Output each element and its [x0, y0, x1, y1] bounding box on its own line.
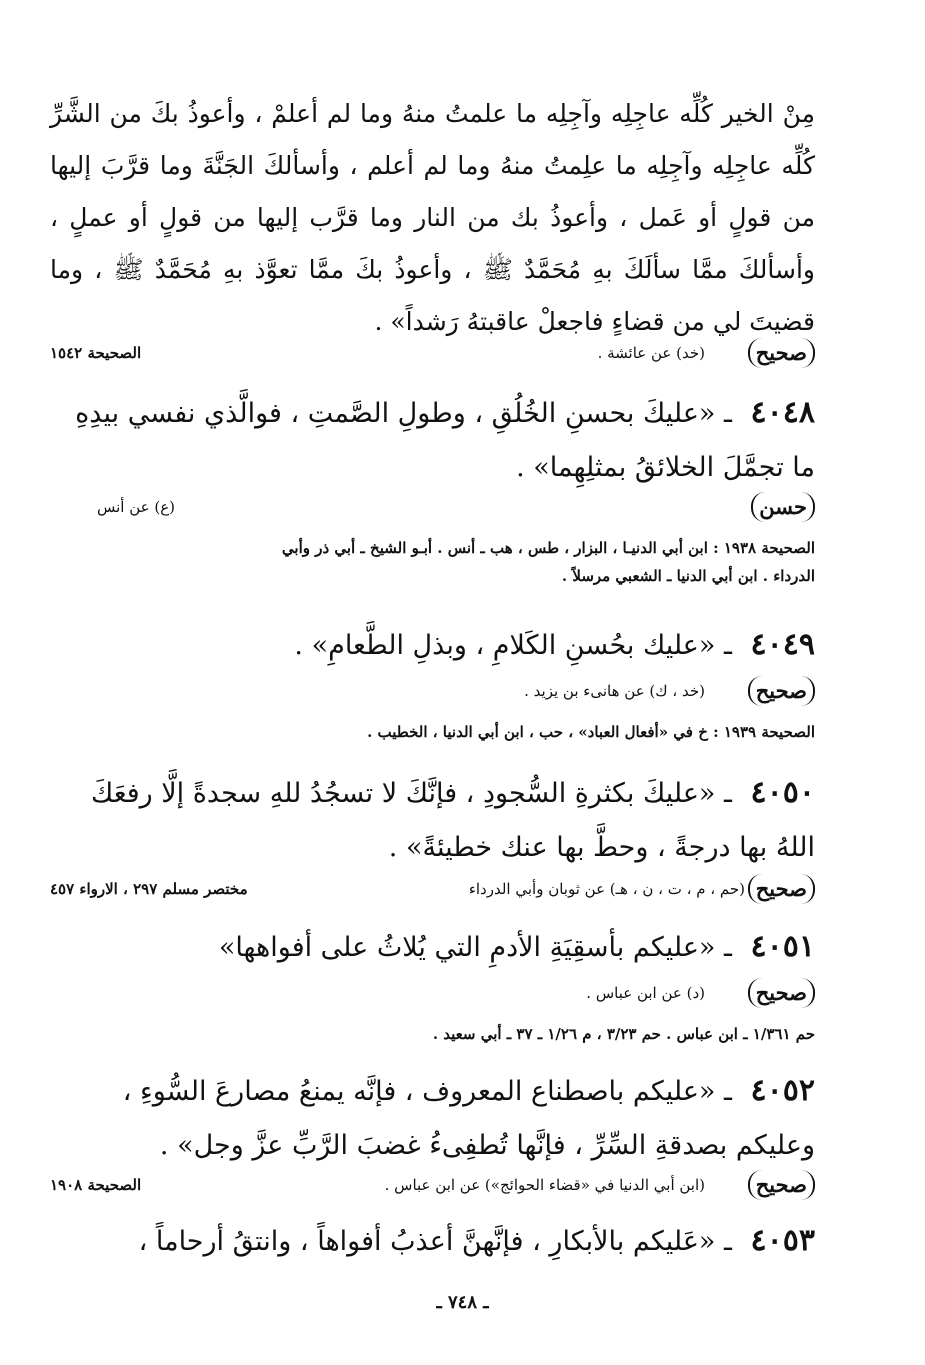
- reference-line: الدرداء . ابن أبي الدنيا ـ الشعبي مرسلاً .: [561, 567, 815, 585]
- grade-badge: صحيح: [748, 874, 815, 904]
- hadith-number: ٤٠٥٠: [750, 775, 815, 810]
- intro-paragraph: مِنْ الخير كُلِّه عاجِلِه وآجِلِه ما علمتُ منهُ وما لم أعلمْ ، وأعوذُ بكَ من الشَّرِّ كُلِّه عاجِلِه وآجِلِه ما علِمتُ منهُ وما لم أعلم ، وأسألكَ الجَنَّةَ وما قرَّبَ إليها من قولٍ أو عَمل ، وأعوذُ بك من النار وما قرَّب إليها من قولٍ أو عملٍ ، وأسألكَ ممَّا سألَكَ بهِ مُحَمَّدٌ ﷺ ، وأعوذُ بكَ ممَّا تعوَّذ بهِ مُحَمَّدٌ ﷺ ، وما قضيتَ لي من قضاءٍ فاجعلْ عاقبتهُ رَشداً» .: [50, 99, 815, 336]
- hadith-4052-meta: [50, 1170, 815, 1206]
- grade-badge: صحيح: [748, 676, 815, 706]
- source-text: (خد) عن عائشة .: [597, 344, 705, 362]
- hadith-number: ٤٠٤٩: [750, 627, 815, 662]
- hadith-4052: ٤٠٥٢ ـ «عليكم باصطناع المعروف ، فإنَّه يمنعُ مصارعَ السُّوءِ ، وعليكم بصدقةِ السِّرِّ ، فإنَّها تُطفِىءُ غضبَ الرَّبِّ عزَّ وجل» .: [122, 1073, 815, 1161]
- hadith-text: «عَليكم بالأبكارِ ، فإنَّهنَّ أعذبُ أفواهاً ، وانتقُ أرحاماً ،: [138, 1226, 716, 1257]
- hadith-4049-references: [50, 718, 815, 746]
- hadith-4053: ٤٠٥٣ ـ «عَليكم بالأبكارِ ، فإنَّهنَّ أعذبُ أفواهاً ، وانتقُ أرحاماً ،: [138, 1223, 815, 1258]
- hadith-4048-references: [50, 534, 815, 590]
- hadith-text: «عليكَ بكثرةِ السُّجودِ ، فإنَّكَ لا تسجُدُ للهِ سجدةً إلَّا رفعَكَ اللهُ بها درجةً ، وحطَّ بها عنك خطيئةً» .: [90, 778, 815, 863]
- grade-badge: صحيح: [748, 978, 815, 1008]
- grade-badge: صحيح: [748, 1170, 815, 1200]
- intro-meta: [50, 338, 815, 374]
- hadith-text: «عليكَ بحسنِ الخُلُقِ ، وطولِ الصَّمتِ ، فوالَّذي نفسي بيدِهِ ما تجمَّلَ الخلائقُ بمثلِهِما» .: [75, 398, 815, 483]
- grade-badge: صحيح: [748, 338, 815, 368]
- hadith-4049: ٤٠٤٩ ـ «عليك بحُسنِ الكَلامِ ، وبذلِ الطَّعامِ» .: [294, 627, 815, 662]
- hadith-text: «عليكم بأسقِيَةِ الأدمِ التي يُلاثُ على أفواهها»: [218, 932, 716, 963]
- hadith-4048-meta: [50, 492, 815, 528]
- source-text: (د) عن ابن عباس .: [586, 984, 705, 1002]
- hadith-number: ٤٠٥١: [750, 929, 815, 964]
- hadith-4049-meta: [50, 676, 815, 712]
- reference-line: الصحيحة ١٩٣٩ : خ في «أفعال العباد» ، حب ، ابن أبي الدنيا ، الخطيب .: [367, 723, 815, 741]
- hadith-4048: ٤٠٤٨ ـ «عليكَ بحسنِ الخُلُقِ ، وطولِ الصَّمتِ ، فوالَّذي نفسي بيدِهِ ما تجمَّلَ الخلائقُ بمثلِهِما» .: [75, 395, 815, 483]
- hadith-4051-references: [50, 1020, 815, 1048]
- reference-text: مختصر مسلم ٢٩٧ ، الارواء ٤٥٧: [50, 880, 248, 898]
- source-text: (خد ، ك) عن هانىء بن يزيد .: [524, 682, 705, 700]
- page-number: ـ ٧٤٨ ـ: [436, 1292, 489, 1313]
- hadith-text: «عليكم باصطناع المعروف ، فإنَّه يمنعُ مصارعَ السُّوءِ ، وعليكم بصدقةِ السِّرِّ ، فإنَّها تُطفِىءُ غضبَ الرَّبِّ عزَّ وجل» .: [122, 1076, 815, 1161]
- hadith-4050-meta: [50, 874, 815, 910]
- hadith-number: ٤٠٥٢: [750, 1073, 815, 1108]
- reference-line: الصحيحة ١٩٣٨ : ابن أبي الدنيـا ، البزار ، طس ، هب ـ أنس . أبـو الشيخ ـ أبي ذر وأبي: [281, 539, 815, 557]
- reference-line: حم ١/٣٦١ ـ ابن عباس . حم ٣/٢٣ ، م ١/٢٦ ـ ٣٧ ـ أبي سعيد .: [432, 1025, 815, 1043]
- hadith-4050: ٤٠٥٠ ـ «عليكَ بكثرةِ السُّجودِ ، فإنَّكَ لا تسجُدُ للهِ سجدةً إلَّا رفعَكَ اللهُ بها درجةً ، وحطَّ بها عنك خطيئةً» .: [90, 775, 815, 863]
- hadith-4051-meta: [50, 978, 815, 1014]
- source-text: (حم ، م ، ت ، ن ، هـ) عن ثوبان وأبي الدرداء: [468, 880, 745, 898]
- hadith-4051: ٤٠٥١ ـ «عليكم بأسقِيَةِ الأدمِ التي يُلاثُ على أفواهها»: [218, 929, 815, 964]
- hadith-text: «عليك بحُسنِ الكَلامِ ، وبذلِ الطَّعامِ» .: [294, 630, 716, 661]
- source-text: (ابن أبي الدنيا في «قضاء الحوائج») عن ابن عباس .: [384, 1176, 705, 1194]
- reference-text: الصحيحة ١٥٤٢: [50, 344, 142, 362]
- grade-badge: حسن: [751, 492, 815, 522]
- hadith-number: ٤٠٥٣: [750, 1223, 815, 1258]
- source-text: (ع) عن أنس: [96, 498, 175, 516]
- hadith-number: ٤٠٤٨: [750, 395, 815, 430]
- reference-text: الصحيحة ١٩٠٨: [50, 1176, 142, 1194]
